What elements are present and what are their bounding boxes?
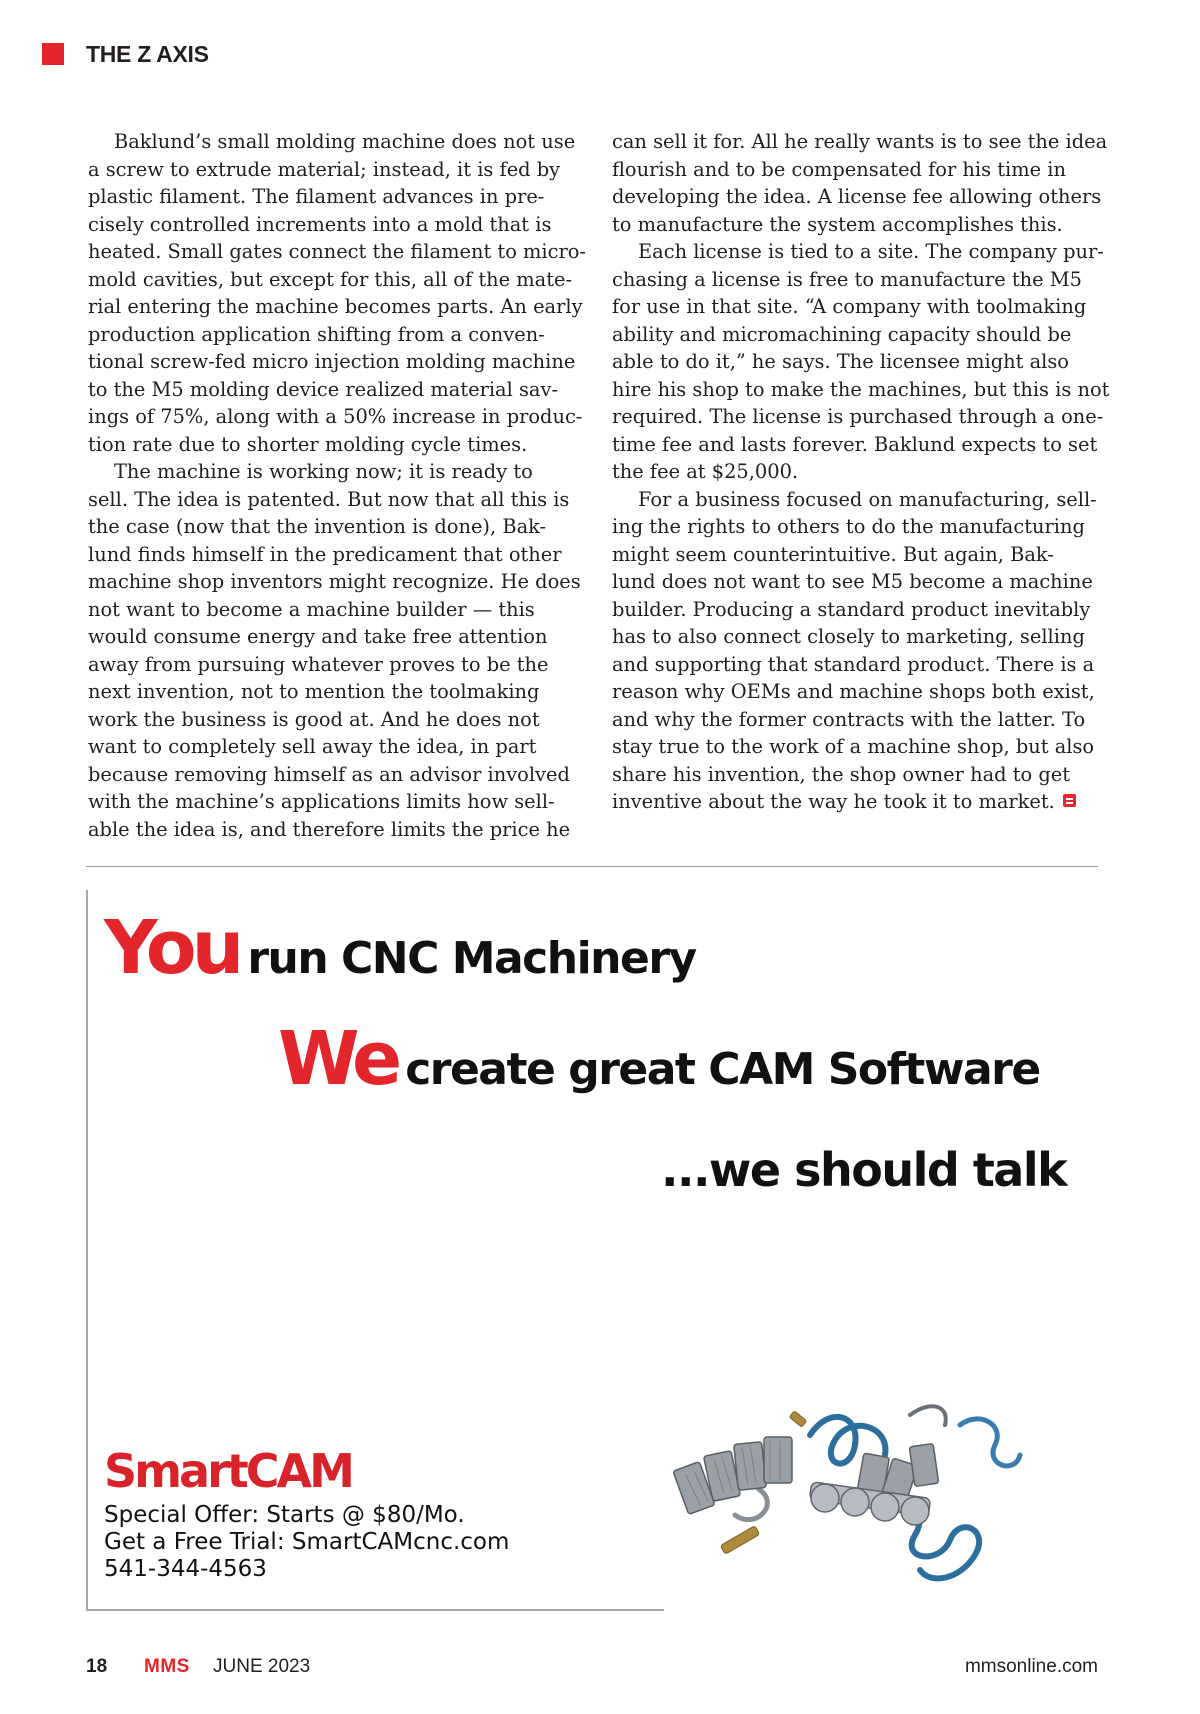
- body-line: can sell it for. All he really wants is to see the idea: [612, 130, 1108, 153]
- website-link[interactable]: mmsonline.com: [964, 1656, 1098, 1677]
- body-line: away from pursuing whatever proves to be the: [88, 652, 549, 676]
- article-column-right: [612, 128, 1110, 816]
- ad-border-left: [86, 890, 88, 1610]
- body-line: with the machine’s applications limits how sell-: [88, 790, 555, 813]
- body-line: machine shop inventors might recognize. He does: [88, 570, 581, 593]
- body-line: heated. Small gates connect the filament to micro-: [88, 240, 586, 263]
- ad-headline-2-big: We: [278, 1016, 398, 1102]
- section-header: [42, 41, 209, 67]
- body-line: reason why OEMs and machine shops both exist,: [612, 680, 1095, 703]
- ad-headline-1: [104, 905, 696, 991]
- end-of-article-icon: [1063, 794, 1076, 807]
- body-line: tion rate due to shorter molding cycle times.: [88, 432, 528, 456]
- body-line: share his invention, the shop owner had to get: [612, 762, 1071, 786]
- ad-headline-1-big: You: [104, 905, 240, 991]
- ad-headline-2-rest: create great CAM Software: [405, 1044, 1040, 1095]
- body-line: able to do it,” he says. The licensee might also: [612, 350, 1069, 373]
- body-line: the case (now that the invention is done), Bak-: [88, 515, 547, 538]
- body-line: would consume energy and take free attention: [88, 625, 548, 648]
- body-line: rial entering the machine becomes parts. An early: [88, 295, 583, 318]
- body-line: ability and micromachining capacity should be: [612, 322, 1072, 346]
- body-line: able the idea is, and therefore limits the price he: [88, 817, 571, 841]
- body-line: flourish and to be compensated for his time in: [612, 157, 1066, 181]
- body-line: time fee and lasts forever. Baklund expects to set: [612, 432, 1098, 456]
- body-line: and why the former contracts with the latter. To: [612, 707, 1086, 731]
- body-line: stay true to the work of a machine shop, but also: [612, 735, 1095, 758]
- body-line: required. The license is purchased through a one-: [612, 405, 1104, 428]
- body-line: tional screw-fed micro injection molding machine: [88, 350, 576, 373]
- machined-parts-image: [660, 1395, 1040, 1595]
- body-line: lund finds himself in the predicament that other: [88, 542, 562, 566]
- body-line: mold cavities, but except for this, all of the mate-: [88, 267, 573, 291]
- body-line: for use in that site. “A company with toolmaking: [612, 295, 1087, 318]
- ad-headline-3: ...we should talk: [661, 1143, 1067, 1197]
- body-line: want to completely sell away the idea, in part: [88, 735, 537, 758]
- body-line: lund does not want to see M5 become a machine: [612, 570, 1093, 593]
- body-line: ing the rights to others to do the manufacturing: [612, 515, 1085, 538]
- issue-date: JUNE 2023: [213, 1656, 311, 1677]
- body-line: The machine is working now; it is ready to: [114, 460, 533, 483]
- body-line: chasing a license is free to manufacture the M5: [612, 267, 1082, 291]
- ad-phone-number: 541-344-4563: [104, 1556, 267, 1582]
- body-line: builder. Producing a standard product inevitably: [612, 597, 1091, 621]
- body-line: has to also connect closely to marketing, selling: [612, 625, 1085, 648]
- body-line: not want to become a machine builder — this: [88, 597, 535, 621]
- body-line: Baklund’s small molding machine does not use: [114, 130, 576, 153]
- body-line: cisely controlled increments into a mold that is: [88, 212, 552, 236]
- body-line: and supporting that standard product. There is a: [612, 652, 1095, 676]
- body-line: developing the idea. A license fee allowing others: [612, 185, 1102, 208]
- body-line: sell. The idea is patented. But now that all this is: [88, 487, 570, 511]
- body-line: For a business focused on manufacturing, sell-: [638, 487, 1097, 511]
- body-line: plastic filament. The filament advances in pre-: [88, 185, 545, 208]
- body-line: ings of 75%, along with a 50% increase in produc-: [88, 405, 583, 428]
- ad-special-offer: Special Offer: Starts @ $80/Mo.: [104, 1502, 465, 1528]
- body-line: to the M5 molding device realized material sav-: [88, 377, 558, 401]
- body-line: hire his shop to make the machines, but this is not: [612, 377, 1110, 401]
- body-line: next invention, not to mention the toolmaking: [88, 680, 540, 703]
- ad-headline-2: [278, 1016, 1040, 1102]
- body-line: production application shifting from a conven-: [88, 322, 545, 346]
- page-number: 18: [86, 1656, 108, 1677]
- smartcam-logo: SmartCAM: [104, 1444, 352, 1498]
- section-divider: [86, 866, 1098, 867]
- article-column-left: [88, 128, 586, 843]
- ad-free-trial-link[interactable]: Get a Free Trial: SmartCAMcnc.com: [104, 1529, 510, 1555]
- ad-headline-1-rest: run CNC Machinery: [247, 933, 696, 984]
- ad-border-bottom: [86, 1609, 664, 1611]
- magazine-name: MMS: [144, 1656, 190, 1677]
- section-marker-square: [42, 43, 64, 65]
- body-line: Each license is tied to a site. The company pur-: [638, 240, 1104, 263]
- body-line: the fee at $25,000.: [612, 460, 799, 483]
- body-line: work the business is good at. And he does not: [88, 707, 540, 731]
- body-line: a screw to extrude material; instead, it is fed by: [88, 157, 561, 181]
- body-line: because removing himself as an advisor involved: [88, 762, 570, 786]
- body-line: to manufacture the system accomplishes this.: [612, 212, 1063, 236]
- section-title: THE Z AXIS: [86, 41, 209, 67]
- body-line-last: [612, 788, 1097, 816]
- body-line: might seem counterintuitive. But again, Bak-: [612, 542, 1054, 566]
- body-line-last-text: inventive about the way he took it to market.: [612, 790, 1055, 813]
